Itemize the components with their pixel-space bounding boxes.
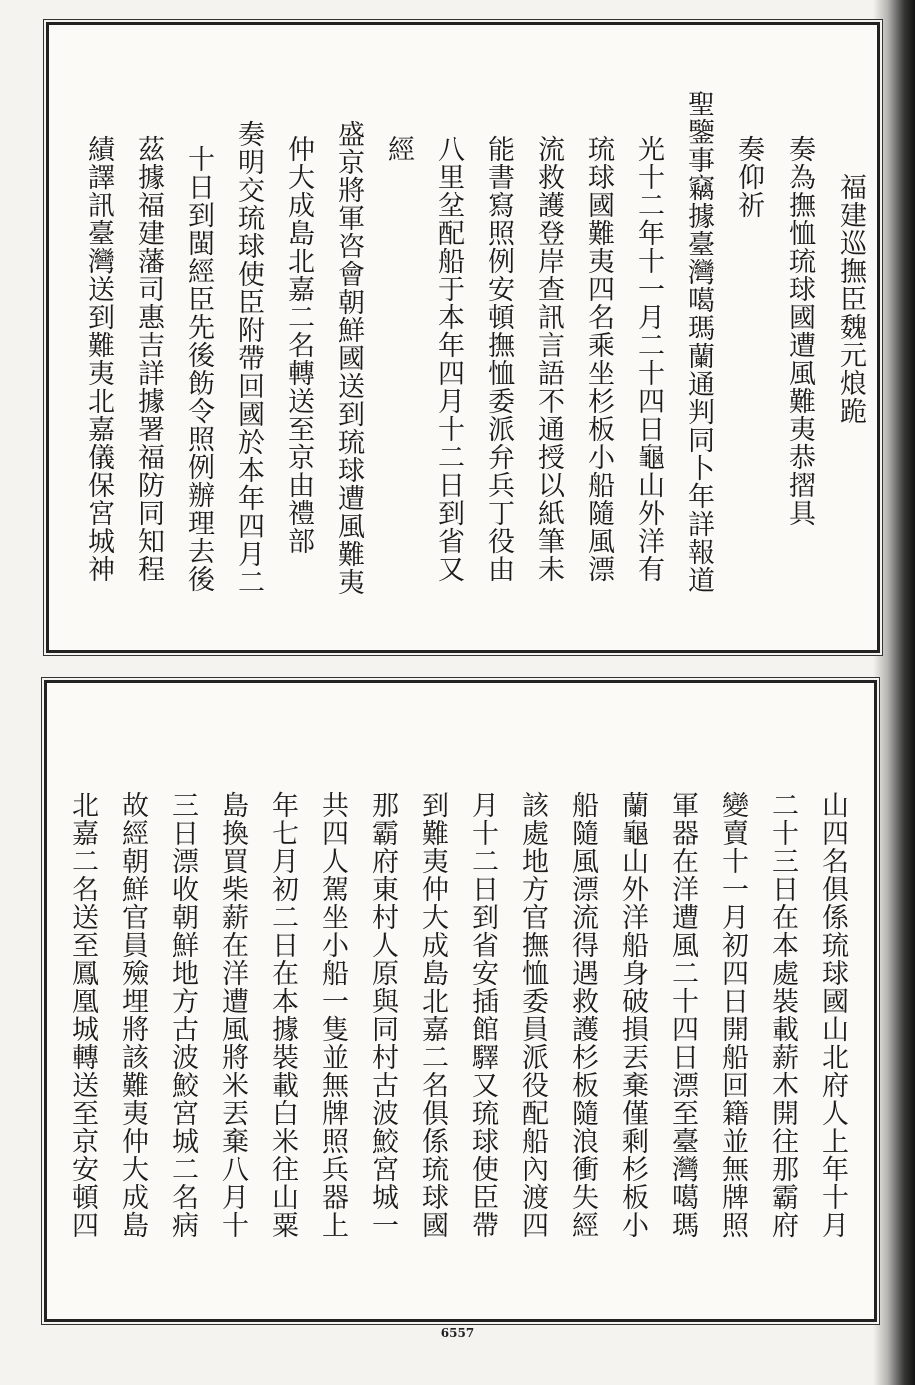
text-column: 年七月初二日在本據裝載白米往山粟 xyxy=(267,791,298,1239)
memorial-panel-bottom xyxy=(44,680,877,1322)
text-column: 月十二日到省安插館驛又琉球使臣帶 xyxy=(467,791,498,1239)
text-column: 奏為撫恤琉球國遭風難夷恭摺具 xyxy=(784,135,815,527)
text-column: 船隨風漂流得遇救護杉板隨浪衝失經 xyxy=(567,791,598,1239)
text-column: 福建巡撫臣魏元烺跪 xyxy=(835,173,866,425)
text-column: 仲大成島北嘉二名轉送至京由禮部 xyxy=(283,135,314,555)
text-column: 山四名俱係琉球國山北府人上年十月 xyxy=(817,791,848,1239)
text-column: 奏仰祈 xyxy=(733,135,764,219)
text-column: 十日到閩經臣先後飭令照例辦理去後 xyxy=(183,145,214,593)
text-column: 故經朝鮮官員殮埋將該難夷仲大成島 xyxy=(117,791,148,1239)
text-column: 聖鑒事竊據臺灣噶瑪蘭通判同卜年詳報道 xyxy=(683,90,714,594)
memorial-panel-top xyxy=(46,22,880,653)
text-column: 該處地方官撫恤委員派役配船內渡四 xyxy=(517,791,548,1239)
text-column: 盛京將軍咨會朝鮮國送到琉球遭風難夷 xyxy=(333,120,364,596)
text-column: 三日漂收朝鮮地方古波鮫宮城二名病 xyxy=(167,791,198,1239)
text-column: 軍器在洋遭風二十四日漂至臺灣噶瑪 xyxy=(667,791,698,1239)
text-columns-top xyxy=(49,25,877,650)
text-column: 蘭龜山外洋船身破損丟棄僅剩杉板小 xyxy=(617,791,648,1239)
text-column: 島換買柴薪在洋遭風將米丟棄八月十 xyxy=(217,791,248,1239)
text-column: 績譯訊臺灣送到難夷北嘉儀保宮城神 xyxy=(83,135,114,583)
text-column: 琉球國難夷四名乘坐杉板小船隨風漂 xyxy=(583,135,614,583)
text-column: 能書寫照例安頓撫恤委派弁兵丁役由 xyxy=(483,135,514,583)
text-column: 茲據福建藩司惠吉詳據署福防同知程 xyxy=(133,135,164,583)
text-column: 共四人駕坐小船一隻並無牌照兵器上 xyxy=(317,791,348,1239)
page-number: 6557 xyxy=(440,1326,475,1340)
text-column: 經 xyxy=(383,135,414,163)
text-column: 變賣十一月初四日開船回籍並無牌照 xyxy=(717,791,748,1239)
text-column: 二十三日在本處裝載薪木開往那霸府 xyxy=(767,791,798,1239)
text-column: 八里坌配船于本年四月十二日到省又 xyxy=(433,135,464,583)
text-columns-bottom xyxy=(47,683,874,1319)
text-column: 光十二年十一月二十四日龜山外洋有 xyxy=(633,135,664,583)
text-column: 北嘉二名送至鳳凰城轉送至京安頓四 xyxy=(67,791,98,1239)
text-column: 流救護登岸查訊言語不通授以紙筆未 xyxy=(533,135,564,583)
text-column: 到難夷仲大成島北嘉二名俱係琉球國 xyxy=(417,791,448,1239)
text-column: 那霸府東村人原與同村古波鮫宮城一 xyxy=(367,791,398,1239)
text-column: 奏明交琉球使臣附帶回國於本年四月二 xyxy=(233,120,264,596)
